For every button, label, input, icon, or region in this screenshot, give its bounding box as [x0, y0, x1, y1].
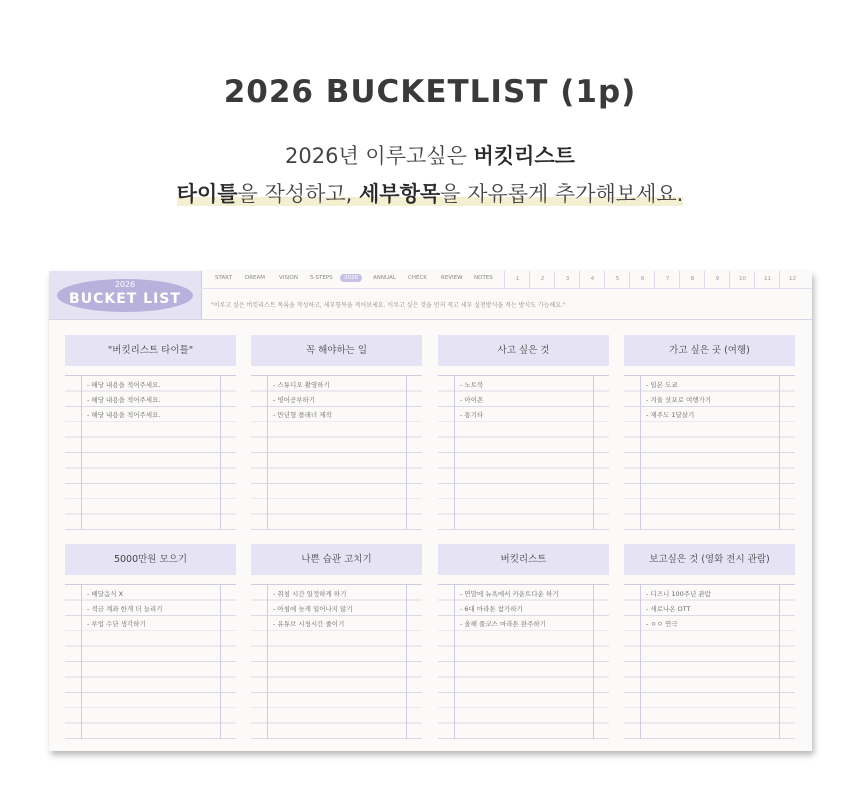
- margin-line: [220, 375, 221, 530]
- card-item: - 아이폰: [460, 396, 484, 404]
- subtitle-text: 을 자유롭게 추가해보세요.: [440, 182, 684, 206]
- bucket-card: [624, 335, 795, 530]
- tab-month-3[interactable]: 3: [554, 271, 580, 288]
- logo-area: [49, 271, 202, 319]
- page-title: 2026 BUCKETLIST (1p): [223, 74, 637, 110]
- bucket-card: [624, 544, 795, 739]
- margin-line: [779, 375, 780, 530]
- card-item: - 스튜디오 촬영하기: [273, 381, 330, 389]
- card-item: - 배달음식 X: [87, 590, 124, 598]
- margin-line: [267, 584, 268, 739]
- bucket-card: [251, 335, 422, 530]
- bucket-list-logo: [57, 279, 193, 312]
- subtitle-text: 2026년 이루고싶은: [285, 144, 474, 168]
- tab-month-12[interactable]: 12: [779, 271, 805, 288]
- card-item: - 만년형 플래너 제작: [273, 411, 332, 419]
- card-item: - 올해 풀코스 마라톤 완주하기: [460, 620, 546, 628]
- card-title[interactable]: 꼭 해야하는 일: [251, 335, 422, 366]
- margin-line: [406, 584, 407, 739]
- tab-dream[interactable]: DREAM: [245, 275, 266, 281]
- margin-line: [81, 375, 82, 530]
- tab-month-6[interactable]: 6: [629, 271, 655, 288]
- card-title[interactable]: 나쁜 습관 고치기: [251, 544, 422, 575]
- bucket-card: [438, 335, 609, 530]
- margin-line: [454, 375, 455, 530]
- card-item: - 노트북: [460, 381, 484, 389]
- subtitle-text: 을 작성하고,: [237, 182, 359, 206]
- card-item: - 유튜브 시청시간 줄이기: [273, 620, 345, 628]
- card-title[interactable]: 5000만원 모으기: [65, 544, 236, 575]
- subtitle-line-1: [0, 140, 860, 170]
- card-title[interactable]: 보고싶은 것 (영화 전시 관람): [624, 544, 795, 575]
- margin-line: [267, 375, 268, 530]
- logo-text: BUCKET LIST: [69, 291, 181, 307]
- card-item: - 영어공부하기: [273, 396, 316, 404]
- tab-month-8[interactable]: 8: [679, 271, 705, 288]
- tab-month-7[interactable]: 7: [654, 271, 680, 288]
- card-item: - 부업 수단 생각하기: [87, 620, 146, 628]
- bucket-card: [65, 544, 236, 739]
- planner-header: [49, 271, 812, 320]
- margin-line: [593, 375, 594, 530]
- subtitle-highlight: [177, 182, 684, 206]
- tab-vision[interactable]: VISION: [279, 275, 298, 281]
- subtitle-bold-title: 타이틀: [176, 182, 238, 206]
- bucket-card: [438, 544, 609, 739]
- card-title[interactable]: 사고 싶은 것: [438, 335, 609, 366]
- card-title[interactable]: 가고 싶은 곳 (여행): [624, 335, 795, 366]
- margin-line: [406, 375, 407, 530]
- card-item: - 새로나온 OTT: [646, 605, 691, 613]
- margin-line: [220, 584, 221, 739]
- tab-month-4[interactable]: 4: [579, 271, 605, 288]
- card-item: - 통기타: [460, 411, 484, 419]
- card-item: - 겨울 삿포로 여행가기: [646, 396, 712, 404]
- bucket-card: [251, 544, 422, 739]
- margin-line: [640, 375, 641, 530]
- margin-line: [640, 584, 641, 739]
- card-item: - 연말에 뉴욕에서 카운트다운 하기: [460, 590, 559, 598]
- tab-review[interactable]: REVIEW: [441, 275, 463, 281]
- tab-notes[interactable]: NOTES: [474, 275, 493, 281]
- margin-line: [81, 584, 82, 739]
- card-item: - 아침에 늦게 일어나지 않기: [273, 605, 353, 613]
- margin-line: [593, 584, 594, 739]
- card-item: - 취침 시간 일정하게 하기: [273, 590, 347, 598]
- bucket-card: [65, 335, 236, 530]
- card-item: - 해당 내용을 적어주세요.: [87, 411, 161, 419]
- margin-line: [779, 584, 780, 739]
- tab-month-9[interactable]: 9: [704, 271, 730, 288]
- tab-month-1[interactable]: 1: [504, 271, 530, 288]
- card-item: - 일본 도쿄: [646, 381, 678, 389]
- tab-2026[interactable]: 2026: [340, 274, 362, 282]
- card-item: - 해당 내용을 적어주세요.: [87, 396, 161, 404]
- card-title[interactable]: "버킷리스트 타이틀": [65, 335, 236, 366]
- card-item: - 해당 내용을 적어주세요.: [87, 381, 161, 389]
- card-item: - 디즈니 100주년 관람: [646, 590, 711, 598]
- card-title[interactable]: 버킷리스트: [438, 544, 609, 575]
- card-item: - 제주도 1달살기: [646, 411, 695, 419]
- tab-check[interactable]: CHECK: [408, 275, 427, 281]
- logo-year: 2026: [114, 280, 136, 289]
- tab-5-steps[interactable]: 5-STEPS: [310, 275, 333, 281]
- planner-page: [49, 271, 812, 751]
- subtitle-bold-items: 세부항목: [359, 182, 441, 206]
- card-item: - 6대 마라톤 참가하기: [460, 605, 523, 613]
- margin-line: [454, 584, 455, 739]
- tab-start[interactable]: START: [215, 275, 232, 281]
- card-item: - 적금 계좌 한개 더 늘리기: [87, 605, 163, 613]
- tab-month-10[interactable]: 10: [729, 271, 755, 288]
- page-description: "이루고 싶은 버킷리스트 목록을 작성하고, 세부항목을 적어보세요. 이루고 싶은 것을 먼저 적고 세부 실천방식을 적는 방식도 가능해요.": [211, 302, 566, 309]
- tab-annual[interactable]: ANNUAL: [373, 275, 396, 281]
- card-item: - ㅇㅇ 연극: [646, 620, 678, 628]
- tab-month-5[interactable]: 5: [604, 271, 630, 288]
- subtitle-bold: 버킷리스트: [473, 144, 575, 168]
- nav-bar: [201, 271, 812, 289]
- tab-month-2[interactable]: 2: [529, 271, 555, 288]
- subtitle-line-2: [0, 178, 860, 208]
- tab-month-11[interactable]: 11: [754, 271, 780, 288]
